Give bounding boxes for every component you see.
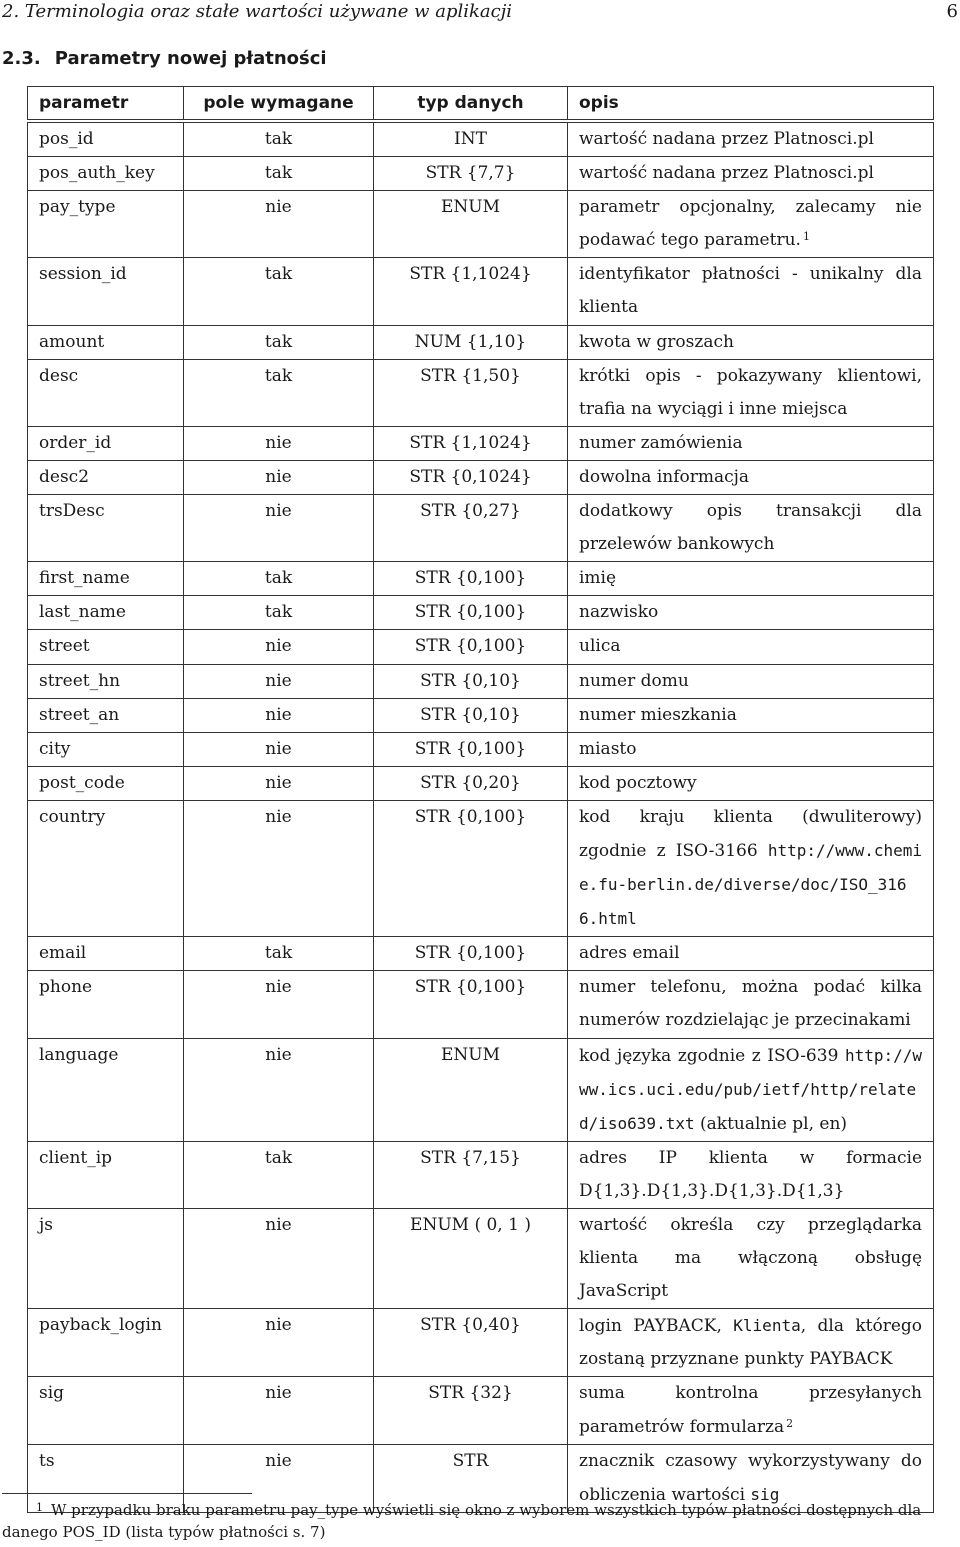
description-cell <box>568 937 934 971</box>
description-cell <box>568 157 934 191</box>
required-cell: nie <box>184 1209 374 1309</box>
table-row <box>28 1209 934 1309</box>
description-cell <box>568 732 934 766</box>
required-cell: nie <box>184 800 374 936</box>
reference-link[interactable]: http://www.chemie.fu-berlin.de/diverse/doc/ISO_3166.html <box>579 840 922 929</box>
type-cell: STR {0,27} <box>374 495 568 562</box>
description-text: nazwisko <box>579 602 659 623</box>
description-cell <box>568 596 934 630</box>
type-cell: STR {0,20} <box>374 766 568 800</box>
code-text: sig <box>750 1484 780 1504</box>
description-text: numer telefonu, można podać kilka numerów rozdzielając je przecinakami <box>579 977 922 1031</box>
description-text: numer mieszkania <box>579 704 737 725</box>
param-cell: post_code <box>28 766 184 800</box>
description-text: kod języka zgodnie z ISO-639 <box>579 1045 839 1066</box>
type-cell: STR {0,100} <box>374 971 568 1038</box>
table-row <box>28 1141 934 1208</box>
table-row <box>28 460 934 494</box>
param-cell: street_hn <box>28 664 184 698</box>
running-header <box>0 0 960 24</box>
type-cell: STR {7,7} <box>374 157 568 191</box>
description-text: login PAYBACK, <box>579 1316 722 1337</box>
table-header <box>27 86 934 120</box>
param-cell: language <box>28 1038 184 1141</box>
param-cell: first_name <box>28 562 184 596</box>
column-header-typ-danych: typ danych <box>374 87 568 120</box>
description-cell <box>568 191 934 258</box>
table-row <box>28 1038 934 1141</box>
reference-link[interactable]: http://www.ics.uci.edu/pub/ietf/http/related/iso639.txt <box>579 1045 922 1133</box>
param-cell: street <box>28 630 184 664</box>
param-cell: payback_login <box>28 1309 184 1377</box>
param-cell: desc2 <box>28 460 184 494</box>
table-row <box>28 1377 934 1444</box>
section-heading <box>2 46 327 72</box>
type-cell: STR {32} <box>374 1377 568 1444</box>
param-cell: desc <box>28 359 184 426</box>
description-text: wartość nadana przez Platnosci.pl <box>579 129 874 149</box>
description-cell <box>568 325 934 359</box>
type-cell: STR {1,1024} <box>374 426 568 460</box>
description-text: identyfikator płatności - unikalny dla klienta <box>579 264 922 318</box>
description-text: wartość nadana przez Platnosci.pl <box>579 163 874 184</box>
param-cell: phone <box>28 971 184 1038</box>
description-text: wartość określa czy przeglądarka klienta ma włączoną obsługę JavaScript <box>579 1215 922 1302</box>
required-cell: nie <box>184 971 374 1038</box>
description-text: suma kontrolna przesyłanych parametrów formularza <box>579 1383 922 1437</box>
param-cell: client_ip <box>28 1141 184 1208</box>
description-cell <box>568 1309 934 1377</box>
table-row <box>28 732 934 766</box>
type-cell: STR {0,1024} <box>374 460 568 494</box>
description-cell <box>568 971 934 1038</box>
description-cell <box>568 562 934 596</box>
description-text: numer zamówienia <box>579 432 743 453</box>
table-row <box>28 800 934 936</box>
type-cell: ENUM <box>374 1038 568 1141</box>
description-cell <box>568 664 934 698</box>
table-row <box>28 123 934 157</box>
type-cell: INT <box>374 123 568 157</box>
param-cell: sig <box>28 1377 184 1444</box>
required-cell: nie <box>184 664 374 698</box>
description-cell <box>568 1141 934 1208</box>
type-cell: STR {0,10} <box>374 664 568 698</box>
column-header-pole-wymagane: pole wymagane <box>184 87 374 120</box>
required-cell: tak <box>184 596 374 630</box>
table-row <box>28 359 934 426</box>
type-cell: STR {0,100} <box>374 562 568 596</box>
param-cell: last_name <box>28 596 184 630</box>
param-cell: city <box>28 732 184 766</box>
required-cell: nie <box>184 1444 374 1512</box>
required-cell: nie <box>184 426 374 460</box>
description-cell <box>568 1377 934 1444</box>
description-cell <box>568 1038 934 1141</box>
table-row <box>28 191 934 258</box>
section-title: Parametry nowej płatności <box>54 48 327 69</box>
description-text: kod pocztowy <box>579 772 697 793</box>
footnote-reference: 2 <box>786 1416 794 1430</box>
description-cell <box>568 495 934 562</box>
running-title: 2. Terminologia oraz stałe wartości używane w aplikacji <box>2 1 513 22</box>
param-cell: order_id <box>28 426 184 460</box>
table-row <box>28 971 934 1038</box>
type-cell: STR {0,100} <box>374 732 568 766</box>
description-text: adres email <box>579 943 680 964</box>
table-row <box>28 698 934 732</box>
table-row <box>28 630 934 664</box>
table-row <box>28 258 934 325</box>
param-cell: pos_id <box>28 123 184 157</box>
table-row <box>28 426 934 460</box>
description-cell <box>568 1209 934 1309</box>
type-cell: STR {7,15} <box>374 1141 568 1208</box>
param-cell: trsDesc <box>28 495 184 562</box>
type-cell: STR {0,100} <box>374 937 568 971</box>
type-cell: STR <box>374 1444 568 1512</box>
description-cell <box>568 460 934 494</box>
param-cell: pay_type <box>28 191 184 258</box>
description-text: znacznik czasowy wykorzystywany do obliczenia wartości <box>579 1450 922 1505</box>
section-number: 2.3. <box>2 48 41 69</box>
type-cell: STR {0,100} <box>374 596 568 630</box>
footnote-text: W przypadku braku parametru pay_type wyświetli się okno z wyborem wszystkich typów płatności dostępnych dla danego POS_ID (lista typów płatności s. 7) <box>2 1501 922 1541</box>
table-row <box>28 937 934 971</box>
footnote-reference: 1 <box>802 230 810 244</box>
param-cell: email <box>28 937 184 971</box>
description-text: kod kraju klienta (dwuliterowy) zgodnie z ISO-3166 <box>579 806 922 861</box>
description-cell <box>568 766 934 800</box>
required-cell: nie <box>184 630 374 664</box>
param-cell: js <box>28 1209 184 1309</box>
footnote-mark: 1 <box>36 1501 43 1514</box>
param-cell: pos_auth_key <box>28 157 184 191</box>
param-cell: street_an <box>28 698 184 732</box>
param-cell: session_id <box>28 258 184 325</box>
type-cell: STR {0,100} <box>374 800 568 936</box>
description-text: dowolna informacja <box>579 466 750 487</box>
description-text: dodatkowy opis transakcji dla przelewów bankowych <box>579 501 922 555</box>
required-cell: tak <box>184 359 374 426</box>
description-text: numer domu <box>579 670 689 691</box>
required-cell: nie <box>184 1309 374 1377</box>
type-cell: STR {1,1024} <box>374 258 568 325</box>
required-cell: nie <box>184 460 374 494</box>
column-header-opis: opis <box>568 87 934 120</box>
required-cell: tak <box>184 937 374 971</box>
description-text: miasto <box>579 738 637 759</box>
table-row <box>28 495 934 562</box>
required-cell: tak <box>184 562 374 596</box>
required-cell: tak <box>184 258 374 325</box>
required-cell: tak <box>184 325 374 359</box>
type-cell: ENUM ( 0, 1 ) <box>374 1209 568 1309</box>
description-text-after: (aktualnie pl, en) <box>700 1113 848 1134</box>
required-cell: nie <box>184 732 374 766</box>
page-number: 6 <box>946 1 958 22</box>
footnote-rule <box>2 1493 252 1494</box>
code-text: Klienta <box>733 1316 801 1336</box>
param-cell: ts <box>28 1444 184 1512</box>
description-cell <box>568 123 934 157</box>
required-cell: nie <box>184 1038 374 1141</box>
required-cell: nie <box>184 1377 374 1444</box>
required-cell: nie <box>184 698 374 732</box>
description-cell <box>568 258 934 325</box>
description-text: adres IP klienta w formacie D{1,3}.D{1,3}.D{1,3}.D{1,3} <box>579 1147 922 1201</box>
description-text: ulica <box>579 636 621 657</box>
required-cell: nie <box>184 191 374 258</box>
param-cell: amount <box>28 325 184 359</box>
table-row <box>28 766 934 800</box>
description-text: parametr opcjonalny, zalecamy nie podawać tego parametru. <box>579 197 922 251</box>
table-row <box>28 157 934 191</box>
param-cell: country <box>28 800 184 936</box>
required-cell: tak <box>184 123 374 157</box>
description-cell <box>568 630 934 664</box>
description-cell <box>568 426 934 460</box>
required-cell: tak <box>184 157 374 191</box>
table-row <box>28 325 934 359</box>
type-cell: ENUM <box>374 191 568 258</box>
required-cell: nie <box>184 766 374 800</box>
type-cell: STR {1,50} <box>374 359 568 426</box>
table-row <box>28 596 934 630</box>
table-row <box>28 562 934 596</box>
type-cell: NUM {1,10} <box>374 325 568 359</box>
parameters-table <box>27 122 934 1513</box>
description-text: krótki opis - pokazywany klientowi, trafia na wyciągi i inne miejsca <box>579 365 922 419</box>
type-cell: STR {0,10} <box>374 698 568 732</box>
description-text-after: , dla którego zostaną przyznane punkty PAYBACK <box>579 1316 923 1370</box>
column-header-parametr: parametr <box>28 87 184 120</box>
table-row <box>28 1309 934 1377</box>
required-cell: nie <box>184 495 374 562</box>
type-cell: STR {0,40} <box>374 1309 568 1377</box>
description-text: imię <box>579 568 617 589</box>
required-cell: tak <box>184 1141 374 1208</box>
description-text: kwota w groszach <box>579 331 734 352</box>
footnote <box>2 1499 958 1543</box>
header-row <box>28 87 934 120</box>
table-row <box>28 664 934 698</box>
type-cell: STR {0,100} <box>374 630 568 664</box>
description-cell <box>568 800 934 936</box>
description-cell <box>568 359 934 426</box>
description-cell <box>568 698 934 732</box>
